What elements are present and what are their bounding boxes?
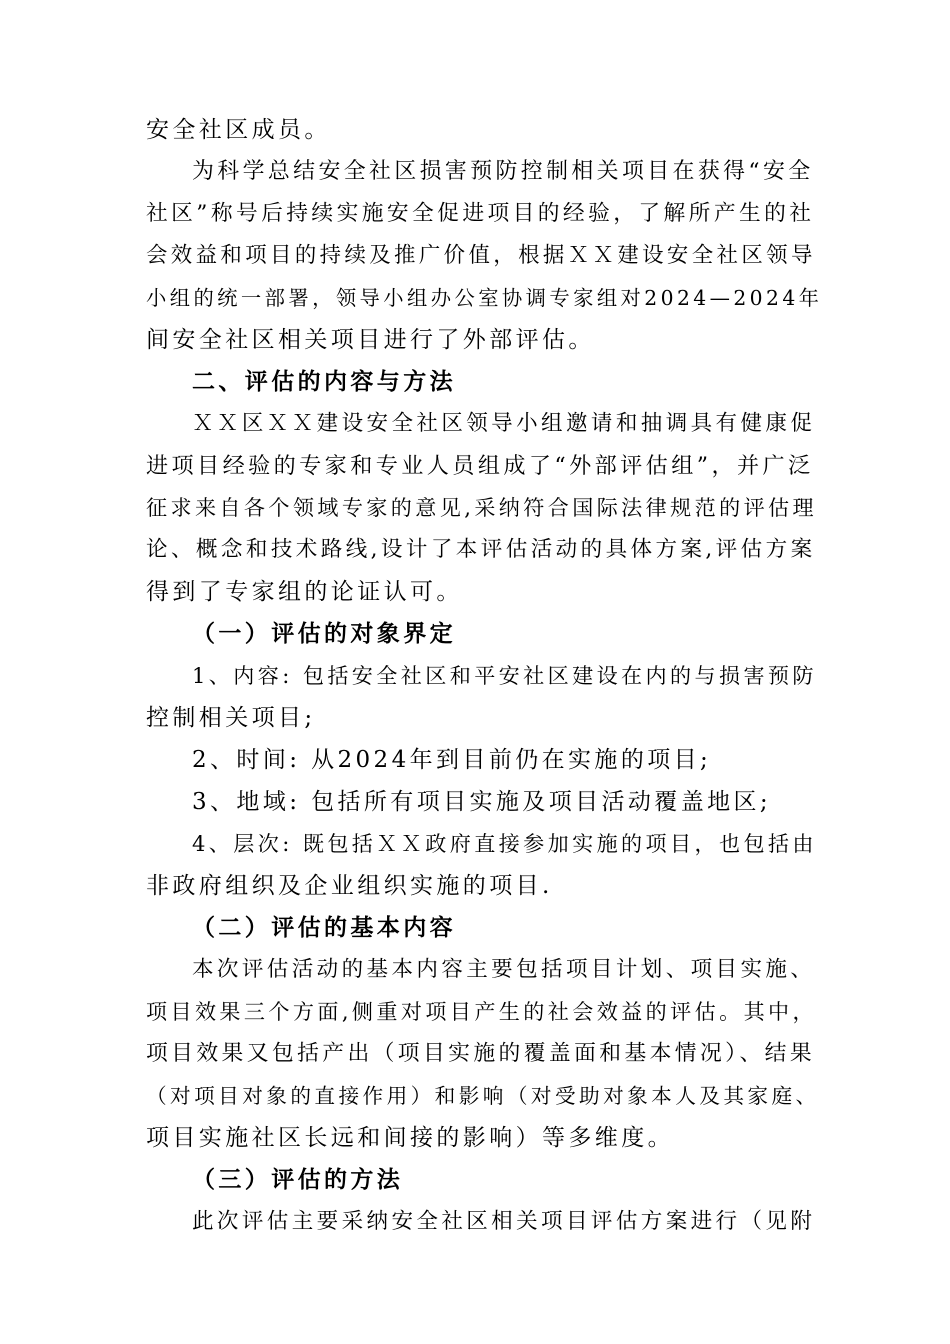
paragraph-line: 征求来自各个领域专家的意见,采纳符合国际法律规范的评估理 — [146, 495, 818, 520]
paragraph-line: （对项目对象的直接作用）和影响（对受助对象本人及其家庭、 — [146, 1084, 820, 1108]
list-item-line: 3、地域: 包括所有项目实施及项目活动覆盖地区; — [192, 789, 772, 815]
subsection-heading: （一）评估的对象界定 — [192, 620, 456, 647]
subsection-heading: （二）评估的基本内容 — [192, 914, 456, 941]
paragraph-line: 得到了专家组的论证认可。 — [146, 579, 463, 605]
list-item-line: 非政府组织及企业组织实施的项目. — [146, 873, 553, 899]
paragraph-line: 项目效果又包括产出（项目实施的覆盖面和基本情况）、结果 — [146, 1041, 815, 1066]
paragraph-line: 社区”称号后持续实施安全促进项目的经验，了解所产生的社 — [146, 201, 815, 226]
paragraph-line: 间安全社区相关项目进行了外部评估。 — [146, 327, 595, 353]
list-item-line: 控制相关项目; — [146, 705, 316, 731]
list-item-line: 4、层次: 既包括ＸＸ政府直接参加实施的项目，也包括由 — [192, 831, 817, 856]
paragraph-line: 此次评估主要采纳安全社区相关项目评估方案进行（见附 — [192, 1209, 816, 1234]
section-heading: 二、评估的内容与方法 — [192, 368, 456, 395]
paragraph-line: 会效益和项目的持续及推广价值，根据ＸＸ建设安全社区领导 — [146, 243, 816, 268]
paragraph-line: 项目效果三个方面,侧重对项目产生的社会效益的评估。其中， — [146, 999, 818, 1024]
paragraph-line: ＸＸ区ＸＸ建设安全社区领导小组邀请和抽调具有健康促 — [192, 411, 816, 436]
paragraph-line: 为科学总结安全社区损害预防控制相关项目在获得“安全 — [192, 159, 814, 184]
paragraph-line: 小组的统一部署，领导小组办公室协调专家组对2024—2024年 — [146, 286, 823, 310]
list-item-line: 2、时间: 从2024年到目前仍在实施的项目; — [192, 747, 712, 773]
paragraph-line: 进项目经验的专家和专业人员组成了“外部评估组”，并广泛 — [146, 453, 814, 479]
paragraph-line: 项目实施社区长远和间接的影响）等多维度。 — [146, 1125, 674, 1151]
paragraph-line: 本次评估活动的基本内容主要包括项目计划、项目实施、 — [192, 957, 816, 982]
paragraph-line: 安全社区成员。 — [146, 117, 331, 143]
paragraph-line: 论、概念和技术路线,设计了本评估活动的具体方案,评估方案 — [146, 537, 816, 562]
list-item-line: 1、内容: 包括安全社区和平安社区建设在内的与损害预防 — [192, 663, 817, 688]
subsection-heading: （三）评估的方法 — [192, 1166, 404, 1193]
